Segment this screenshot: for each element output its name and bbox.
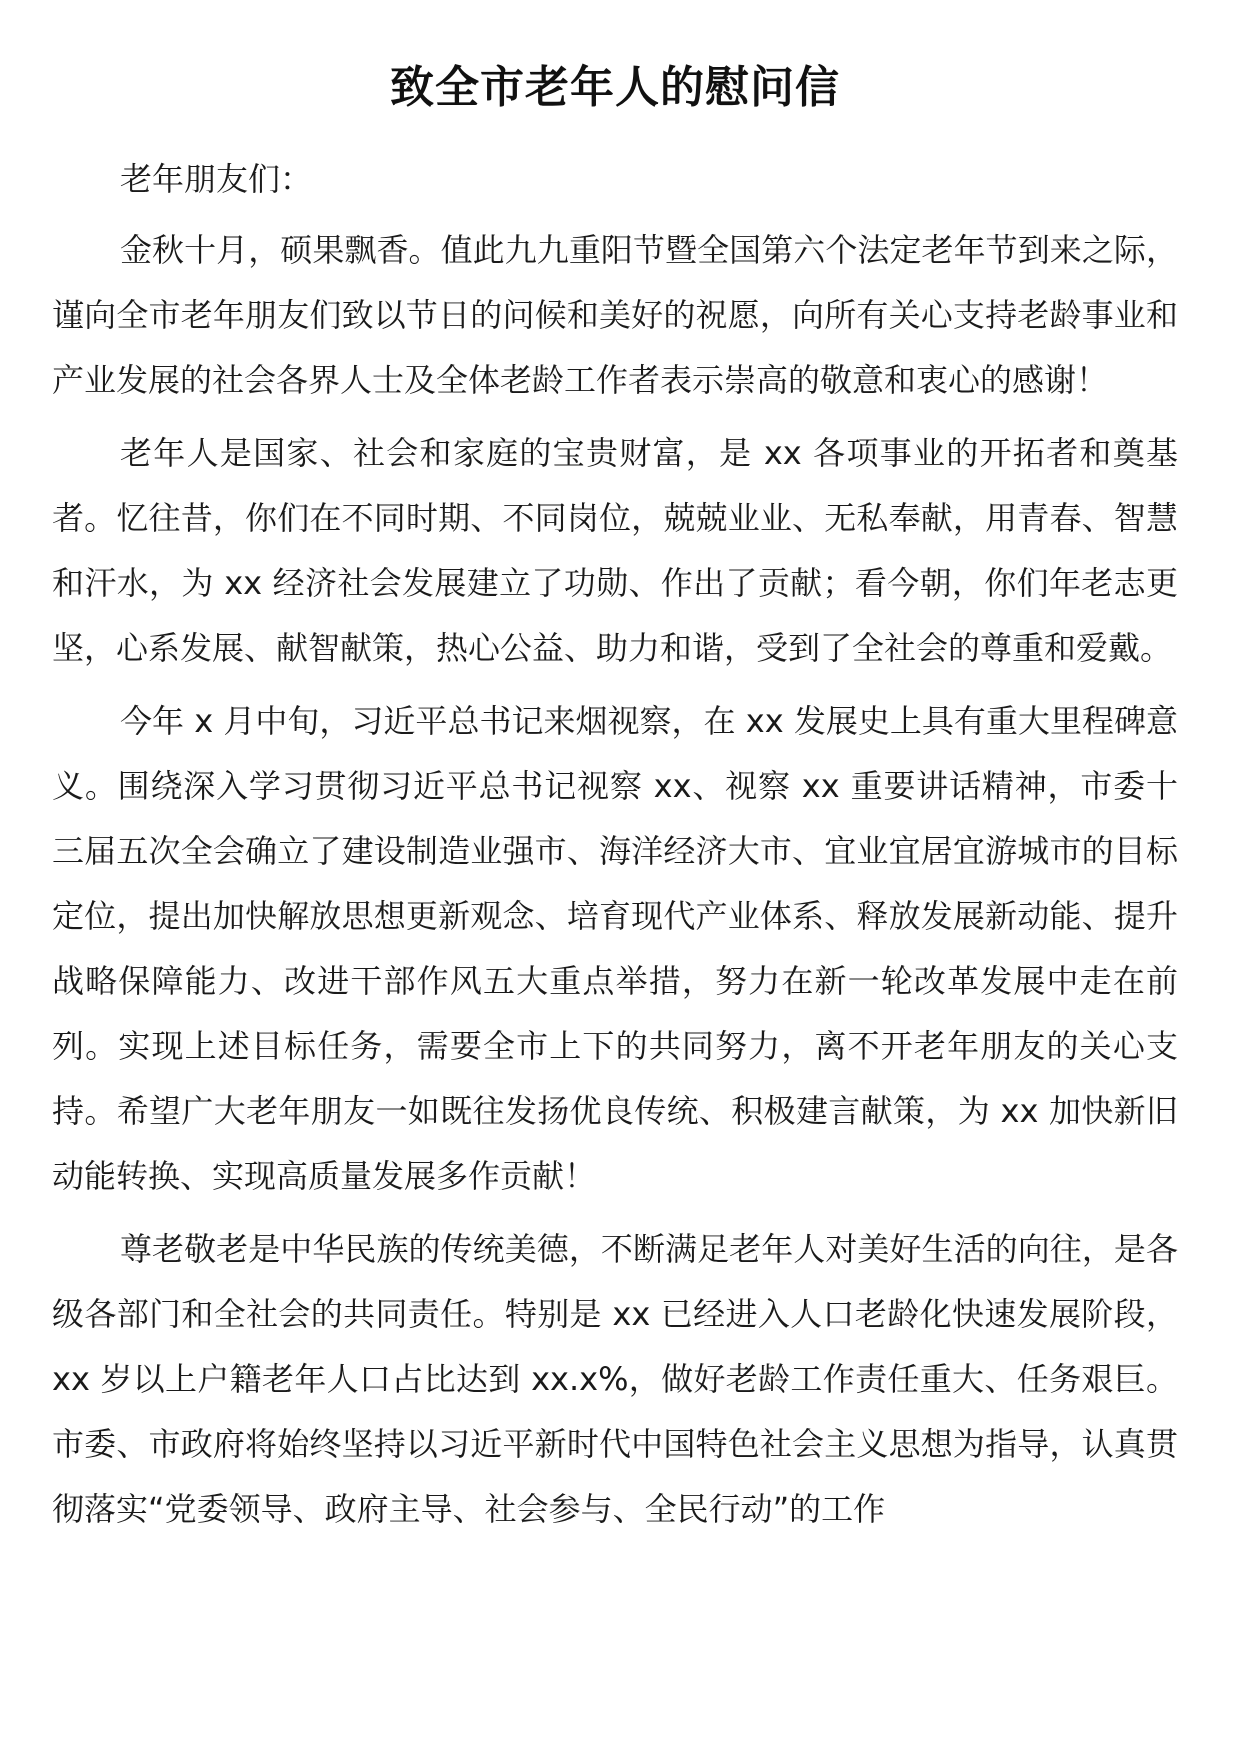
- paragraph-1: 金秋十月，硕果飘香。值此九九重阳节暨全国第六个法定老年节到来之际，谨向全市老年朋友们致以节日的问候和美好的祝愿，向所有关心支持老龄事业和产业发展的社会各界人士及全体老龄工作者表示崇高的敬意和衷心的感谢！: [52, 231, 1178, 399]
- paragraph-2: 老年人是国家、社会和家庭的宝贵财富，是 xx 各项事业的开拓者和奠基者。忆往昔，你们在不同时期、不同岗位，兢兢业业、无私奉献，用青春、智慧和汗水，为 xx 经济社会发展建立了功勋、作出了贡献；看今朝，你们年老志更坚，心系发展、献智献策，热心公益、助力和谐，受到了全社会的尊重和爱戴。: [52, 434, 1178, 667]
- paragraph-4: 尊老敬老是中华民族的传统美德，不断满足老年人对美好生活的向往，是各级各部门和全社会的共同责任。特别是 xx 已经进入人口老龄化快速发展阶段，xx 岁以上户籍老年人口占比达到 xx.x%，做好老龄工作责任重大、任务艰巨。市委、市政府将始终坚持以习近平新时代中国特色社会主义思想为指导，认真贯彻落实“党委领导、政府主导、社会参与、全民行动”的工作: [52, 1230, 1178, 1528]
- paragraph-3: 今年 x 月中旬，习近平总书记来烟视察，在 xx 发展史上具有重大里程碑意义。围绕深入学习贯彻习近平总书记视察 xx、视察 xx 重要讲话精神，市委十三届五次全会确立了建设制造业强市、海洋经济大市、宜业宜居宜游城市的目标定位，提出加快解放思想更新观念、培育现代产业体系、释放发展新动能、提升战略保障能力、改进干部作风五大重点举措，努力在新一轮改革发展中走在前列。实现上述目标任务，需要全市上下的共同努力，离不开老年朋友的关心支持。希望广大老年朋友一如既往发扬优良传统、积极建言献策，为 xx 加快新旧动能转换、实现高质量发展多作贡献！: [52, 702, 1178, 1195]
- page-title: 致全市老年人的慰问信: [390, 62, 840, 113]
- salutation: 老年朋友们：: [120, 160, 313, 198]
